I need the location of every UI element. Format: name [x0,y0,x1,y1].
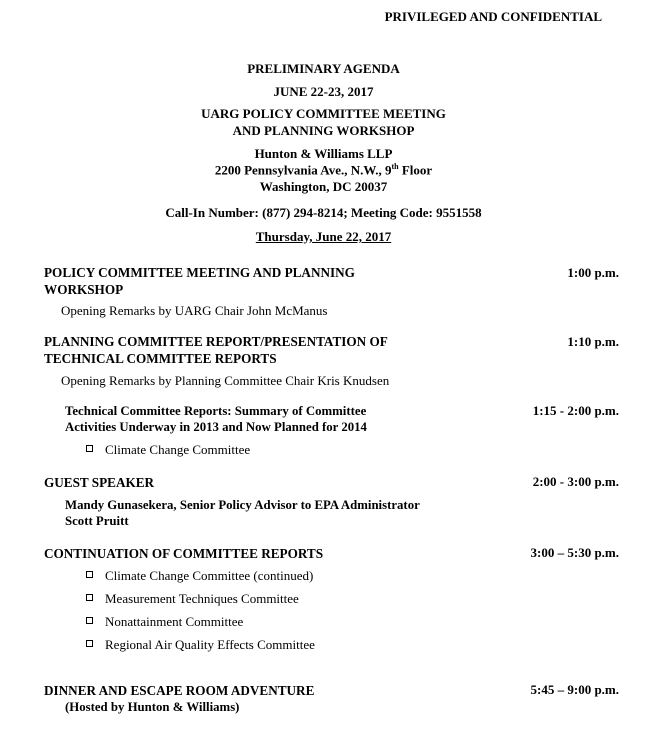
agenda-title: PRELIMINARY AGENDA [247,61,400,76]
list-item [86,442,250,458]
checkbox-bullet-icon [86,640,93,647]
confidential-label: PRIVILEGED AND CONFIDENTIAL [384,9,602,24]
section-3-speaker-line2: Scott Pruitt [65,514,129,528]
list-item [86,637,315,653]
meeting-title-line1: UARG POLICY COMMITTEE MEETING [201,106,446,121]
list-item-label: Measurement Techniques Committee [105,591,299,606]
list-item [86,614,243,630]
section-4-title: CONTINUATION OF COMMITTEE REPORTS [44,546,324,561]
list-item [86,591,299,607]
section-2-title-line2: TECHNICAL COMMITTEE REPORTS [44,351,277,366]
section-3-title: GUEST SPEAKER [44,475,155,490]
section-1-title-line1: POLICY COMMITTEE MEETING AND PLANNING [44,265,355,280]
section-1-title-line2: WORKSHOP [44,282,124,297]
call-in-info: Call-In Number: (877) 294-8214; Meeting Code: 9551558 [165,205,482,220]
venue-address-sup: th [391,162,399,171]
list-item-label: Climate Change Committee (continued) [105,568,314,583]
checkbox-bullet-icon [86,617,93,624]
agenda-dates: JUNE 22-23, 2017 [273,84,374,99]
section-5-time: 5:45 – 9:00 p.m. [530,682,619,697]
venue-firm: Hunton & Williams LLP [254,146,393,161]
section-3-speaker-line1: Mandy Gunasekera, Senior Policy Advisor to EPA Administrator [65,498,420,512]
venue-address-main: 2200 Pennsylvania Ave., N.W., 9 [214,162,392,178]
list-item-label: Climate Change Committee [105,442,251,457]
section-5-title: DINNER AND ESCAPE ROOM ADVENTURE [44,683,315,698]
section-1-time: 1:00 p.m. [567,265,619,280]
section-5-note: (Hosted by Hunton & Williams) [65,700,240,714]
list-item-label: Nonattainment Committee [105,614,244,629]
checkbox-bullet-icon [86,445,93,452]
venue-address [0,162,647,178]
section-3-time: 2:00 - 3:00 p.m. [532,474,619,489]
section-2-sub-line1: Technical Committee Reports: Summary of Committee [65,404,367,418]
section-2-sub-line2: Activities Underway in 2013 and Now Planned for 2014 [65,420,367,434]
section-2-remark: Opening Remarks by Planning Committee Chair Kris Knudsen [61,373,390,388]
section-1-remark: Opening Remarks by UARG Chair John McManus [61,303,328,318]
section-4-time: 3:00 – 5:30 p.m. [530,545,619,560]
section-2-time: 1:10 p.m. [567,334,619,349]
list-item [86,568,313,584]
day-heading: Thursday, June 22, 2017 [255,229,392,244]
list-item-label: Regional Air Quality Effects Committee [105,637,315,652]
section-2-sub-time: 1:15 - 2:00 p.m. [532,403,619,418]
checkbox-bullet-icon [86,571,93,578]
checkbox-bullet-icon [86,594,93,601]
venue-address-floor: Floor [398,162,433,178]
venue-city: Washington, DC 20037 [259,179,388,194]
meeting-title-line2: AND PLANNING WORKSHOP [232,123,415,138]
section-2-title-line1: PLANNING COMMITTEE REPORT/PRESENTATION OF [44,334,388,349]
